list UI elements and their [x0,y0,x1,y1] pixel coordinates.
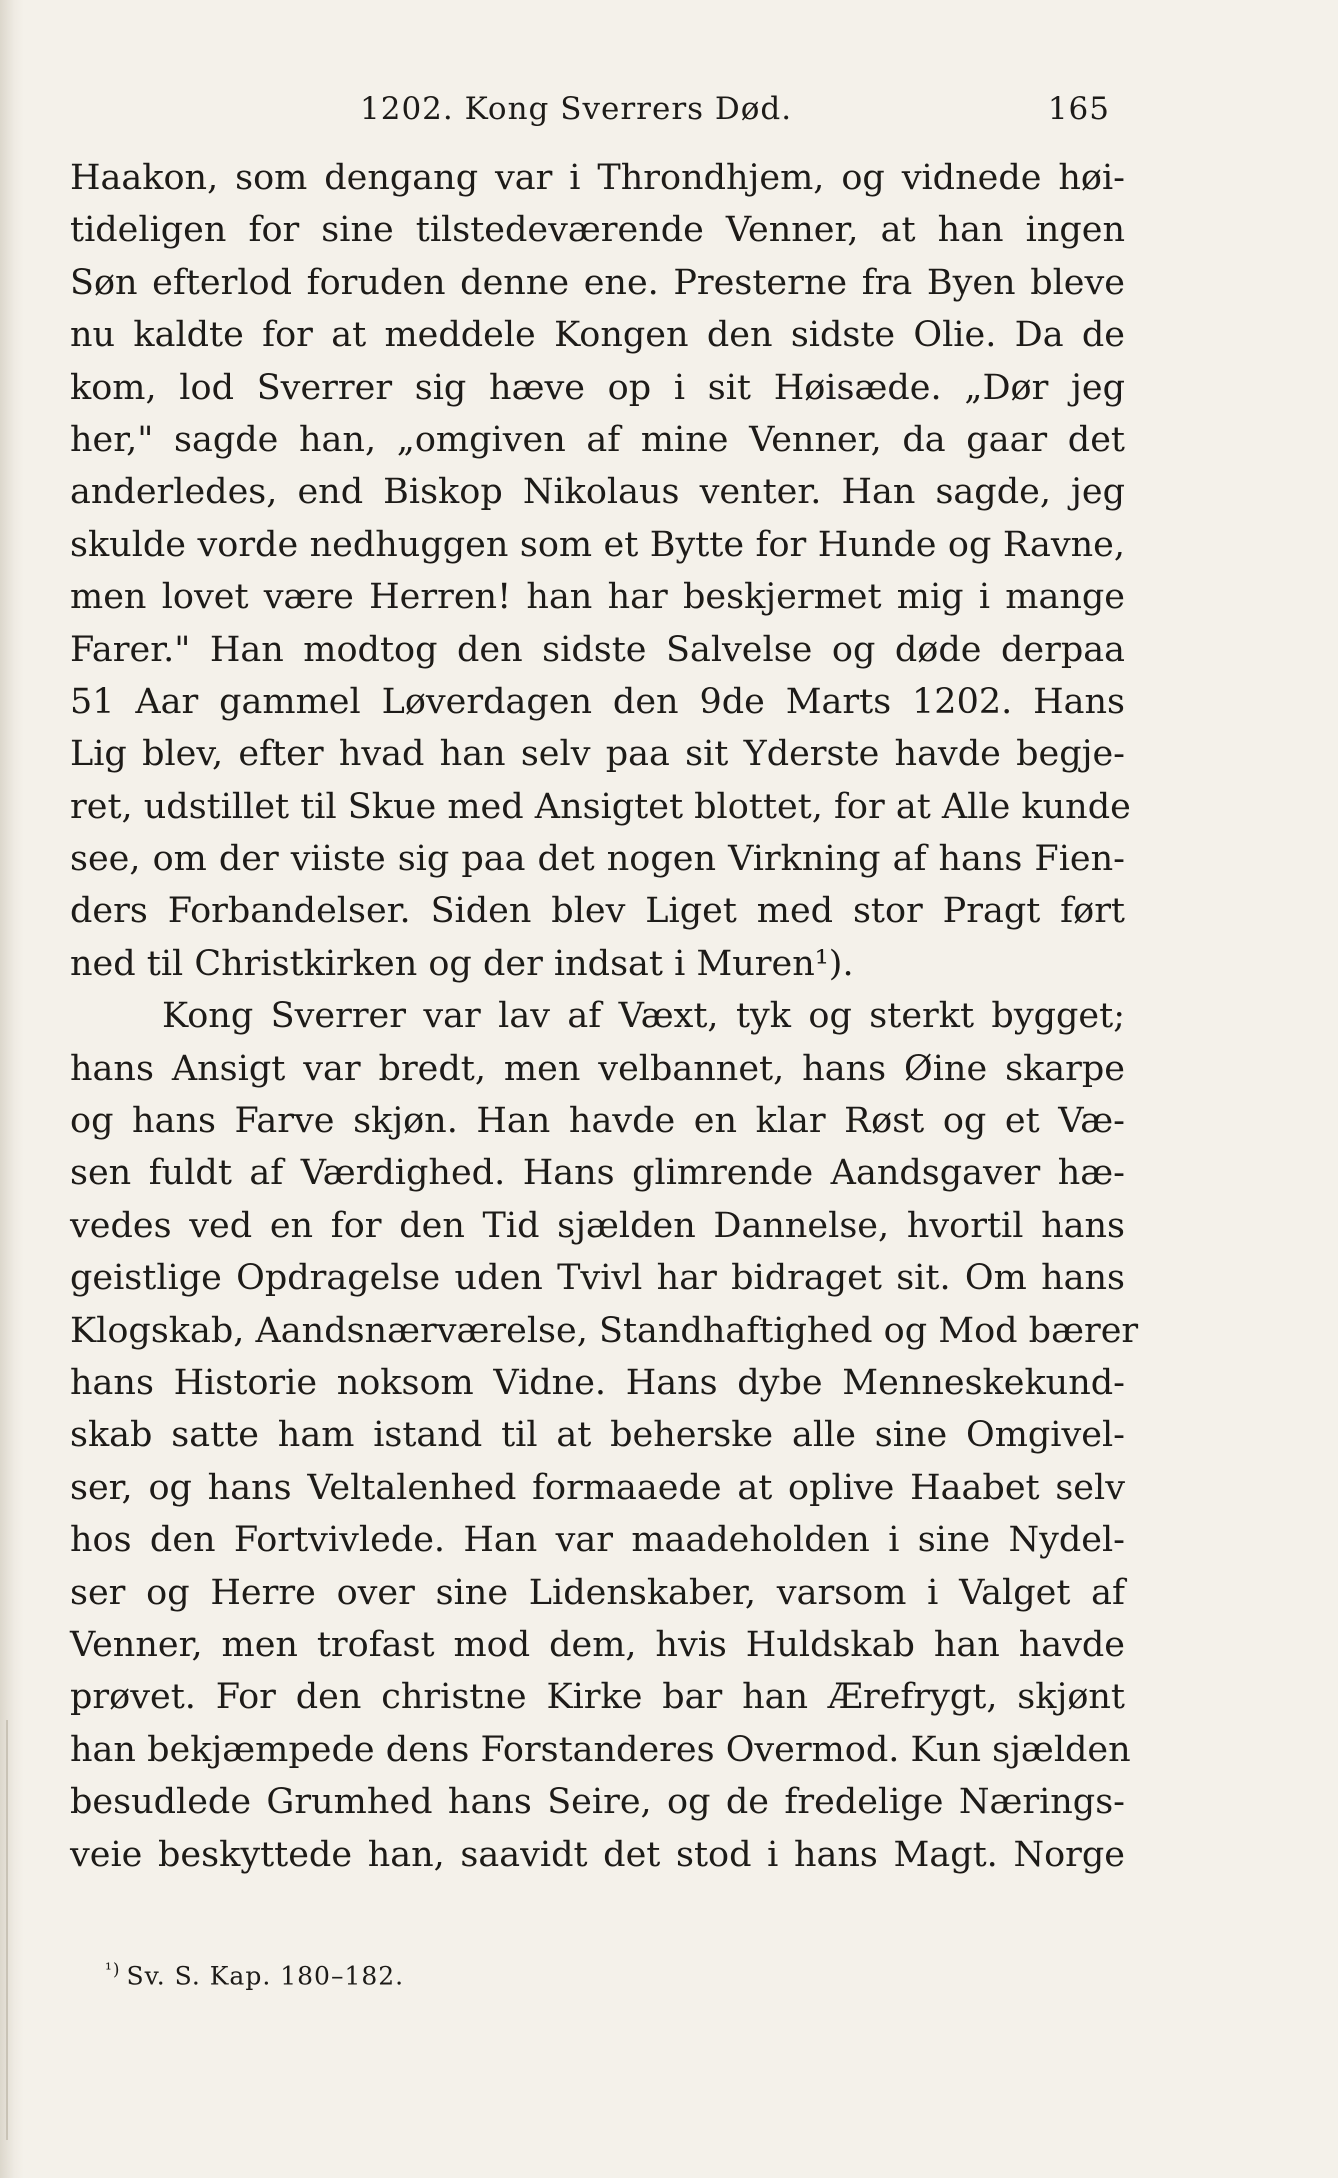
text-line: Farer." Han modtog den sidste Salvelse og døde derpaa [70,629,1125,670]
text-line: nu kaldte for at meddele Kongen den sidste Olie. Da de [70,315,1125,356]
text-line: geistlige Opdragelse uden Tvivl har bidraget sit. Om hans [70,1258,1125,1299]
text-line: hans Ansigt var bredt, men velbannet, hans Øine skarpe [70,1048,1125,1089]
text-line: vedes ved en for den Tid sjælden Dannelse, hvortil hans [70,1205,1125,1246]
text-line: Søn efterlod foruden denne ene. Presterne fra Byen bleve [70,262,1125,303]
body-text [70,152,1139,1881]
paragraph-start-line: Kong Sverrer var lav af Væxt, tyk og sterkt bygget; [162,996,1125,1037]
footnote [105,1952,404,1994]
page-number: 165 [1047,91,1110,127]
text-line: ser, og hans Veltalenhed formaaede at oplive Haabet selv [70,1467,1125,1508]
footnote-text: Sv. S. Kap. 180–182. [126,1961,405,1991]
text-line: ser og Herre over sine Lidenskaber, varsom i Valget af [70,1572,1125,1613]
text-line: ders Forbandelser. Siden blev Liget med stor Pragt ført [70,891,1125,932]
text-line: besudlede Grumhed hans Seire, og de fredelige Nærings- [70,1782,1125,1823]
text-line: han bekjæmpede dens Forstanderes Overmod. Kun sjælden [70,1729,1131,1770]
page-edge-shadow [0,0,24,2178]
running-head-title: 1202. Kong Sverrers Død. [360,91,793,127]
text-line: her," sagde han, „omgiven af mine Venner, da gaar det [70,419,1125,460]
running-head [70,84,1110,134]
text-line: Venner, men trofast mod dem, hvis Huldskab han havde [70,1624,1125,1665]
text-line: Haakon, som dengang var i Throndhjem, og vidnede høi- [70,158,1125,198]
text-line: Lig blev, efter hvad han selv paa sit Yderste havde begje- [70,734,1125,775]
text-line: Klogskab, Aandsnærværelse, Standhaftighed og Mod bærer [70,1310,1139,1351]
text-line: men lovet være Herren! han har beskjermet mig i mange [70,577,1125,618]
paragraph-end-line: ned til Christkirken og der indsat i Muren¹). [70,943,854,984]
text-line: veie beskyttede han, saavidt det stod i hans Magt. Norge [70,1834,1125,1875]
text-line: skab satte ham istand til at beherske alle sine Omgivel- [70,1415,1125,1456]
text-line: anderledes, end Biskop Nikolaus venter. Han sagde, jeg [70,472,1125,513]
text-line: hans Historie noksom Vidne. Hans dybe Menneskekund- [70,1362,1125,1403]
text-line: prøvet. For den christne Kirke bar han Ærefrygt, skjønt [70,1677,1125,1718]
text-line: ret, udstillet til Skue med Ansigtet blottet, for at Alle kunde [70,786,1131,827]
text-line: see, om der viiste sig paa det nogen Virkning af hans Fien- [70,839,1125,880]
text-line: tideligen for sine tilstedeværende Venner, at han ingen [70,210,1125,251]
text-line: sen fuldt af Værdighed. Hans glimrende Aandsgaver hæ- [70,1153,1125,1194]
page-edge-mark [6,1720,8,2140]
text-line: 51 Aar gammel Løverdagen den 9de Marts 1202. Hans [70,681,1125,722]
text-line: og hans Farve skjøn. Han havde en klar Røst og et Væ- [70,1101,1125,1142]
text-line: skulde vorde nedhuggen som et Bytte for Hunde og Ravne, [70,524,1125,565]
footnote-marker: ¹) [105,1960,121,1980]
text-line: hos den Fortvivlede. Han var maadeholden i sine Nydel- [70,1520,1125,1561]
text-line: kom, lod Sverrer sig hæve op i sit Høisæde. „Dør jeg [70,367,1125,408]
